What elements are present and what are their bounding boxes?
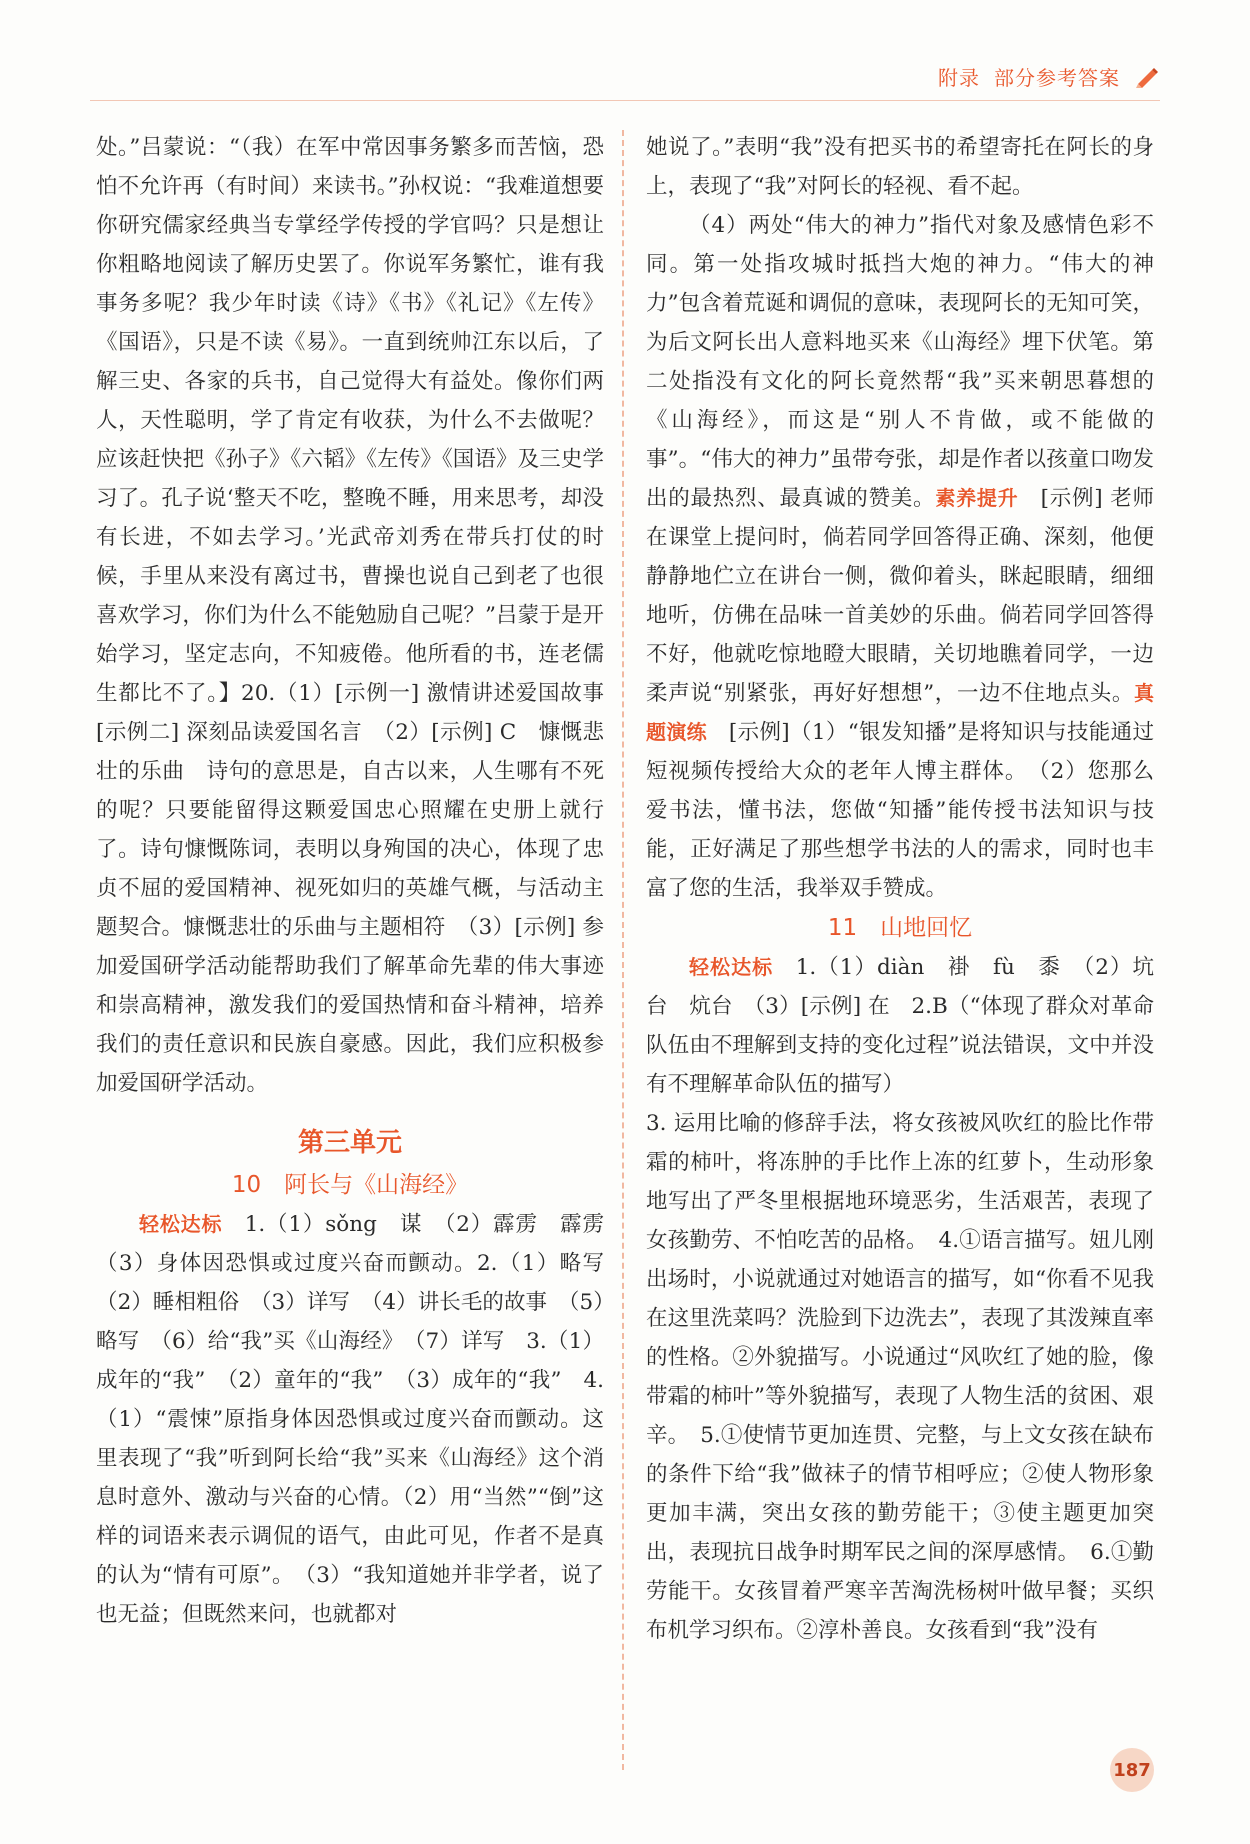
right-paragraph-6: 3. 运用比喻的修辞手法，将女孩被风吹红的脸比作带霜的柿叶，将冻肿的手比作上冻的红萝卜，生动形象地写出了严冬里根据地环境恶劣，生活艰苦，表现了女孩勤劳、不怕吃苦的品格。 4.①语言描写。妞儿刚出场时，小说就通过对她语言的描写，如“你看不见我在这里洗菜吗？洗脸到下边洗去”，表现了其泼辣直率的性格。②外貌描写。小说通过“风吹红了她的脸，像带霜的柿叶”等外貌描写，表现了人物生活的贫困、艰辛。 5.①使情节更加连贯、完整，与上文女孩在缺布的条件下给“我”做袜子的情节相呼应；②使人物形象更加丰满，突出女孩的勤劳能干；③使主题更加突出，表现抗日战争时期军民之间的深厚感情。 6.①勤劳能干。女孩冒着严寒辛苦淘洗杨树叶做早餐；买织布机学习织布。②淳朴善良。女孩看到“我”没有 (646, 1111, 1154, 1643)
column-divider (622, 130, 624, 1770)
appendix-label: 附录 (938, 66, 980, 90)
lesson-title-10: 10 阿长与《山海经》 (231, 1172, 469, 1198)
tag-easy-2: 轻松达标 (689, 955, 774, 979)
left-column (96, 128, 626, 1634)
pencil-icon (1134, 66, 1160, 88)
page-header (938, 62, 1160, 91)
left-paragraph-1: 处。”吕蒙说：“（我）在军中常因事务繁多而苦恼，恐怕不允许再（有时间）来读书。”孙权说：“我难道想要你研究儒家经典当专掌经学传授的学官吗？只是想让你粗略地阅读了解历史罢了。你说军务繁忙，谁有我事务多呢？我少年时读《诗》《书》《礼记》《左传》《国语》，只是不读《易》。一直到统帅江东以后，了解三史、各家的兵书，自己觉得大有益处。像你们两人，天性聪明，学了肯定有收获，为什么不去做呢？应该赶快把《孙子》《六韬》《左传》《国语》及三史学习了。孔子说‘整天不吃，整晚不睡，用来思考，却没有长进，不如去学习。’光武帝刘秀在带兵打仗的时候，手里从来没有离过书，曹操也说自己到老了也很喜欢学习，你们为什么不能勉励自己呢？”吕蒙于是开始学习，坚定志向，不知疲倦。他所看的书，连老儒生都比不了。】20.（1）[示例一] 激情讲述爱国故事 [示例二] 深刻品读爱国名言 （2）[示例] C 慷慨悲壮的乐曲 诗句的意思是，自古以来，人生哪有不死的呢？只要能留得这颗爱国忠心照耀在史册上就行了。诗句慷慨陈词，表明以身殉国的决心，体现了忠贞不屈的爱国精神、视死如归的英雄气概，与活动主题契合。慷慨悲壮的乐曲与主题相符 （3）[示例] 参加爱国研学活动能帮助我们了解革命先辈的伟大事迹和崇高精神，激发我们的爱国热情和奋斗精神，培养我们的责任意识和民族自豪感。因此，我们应积极参加爱国研学活动。 (96, 135, 626, 1096)
section-label: 部分参考答案 (994, 66, 1120, 90)
left-paragraph-3: 轻松达标 1.（1）sǒng 谋 （2）霹雳 霹雳 （3）身体因恐惧或过度兴奋而颤动。2.（1）略写 （2）睡相粗俗 （3）详写 （4）讲长毛的故事 （5）略写 （6）给“我”买《山海经》 （7）详写 3.（1）成年的“我” （2）童年的“我” （3）成年的“我” 4.（1）“震悚”原指身体因恐惧或过度兴奋而颤动。这里表现了“我”听到阿长给“我”买来《山海经》这个消息时意外、激动与兴奋的心情。（2）用“当然”“倒”这样的词语来表示调侃的语气，由此可见，作者不是真的认为“情有可原”。 （3）“我知道她并非学者，说了也无益；但既然来问，也就都对 (96, 1212, 626, 1627)
left-paragraph-2: 20.（1）[示例一] 激情讲述爱国故事 [示例二] 深刻品读爱国名言 （2）[示例] C 慷慨悲壮的乐曲 诗句的意思是，自古以来，人生哪有不死的呢？只要能留得这颗爱国忠心照耀在史册上就行了。诗句慷慨陈词，表明以身殉国的决心，体现了忠贞不屈的爱国精神、视死如归的英雄气概，与活动主题契合。慷慨悲壮的乐曲与主题相符 （3）[示例] 参加爱国研学活动能帮助我们了解革命先辈的伟大事迹和崇高精神，激发我们的爱国热情和奋斗精神，培养我们的责任意识和民族自豪感。因此，我们应积极参加爱国研学活动。 (96, 681, 626, 1096)
right-paragraph-4: [示例]（1）“银发知播”是将知识与技能通过短视频传授给大众的老年人博主群体。 （2）您那么爱书法，懂书法，您做“知播”能传授书法知识与技能，正好满足了那些想学书法的人的需求，同时也丰富了您的生活，我举双手赞成。 (646, 720, 1154, 901)
page-number: 187 (1110, 1748, 1154, 1792)
tag-real-exam: 真题演练 (646, 681, 1154, 744)
lesson-title-11: 11 山地回忆 (827, 915, 973, 941)
tag-literacy: 素养提升 (935, 486, 1019, 510)
right-column (646, 128, 1154, 1650)
unit-title: 第三单元 (297, 1128, 402, 1158)
tag-easy: 轻松达标 (139, 1212, 223, 1236)
right-paragraph-2: （4）两处“伟大的神力”指代对象及感情色彩不同。第一处指攻城时抵挡大炮的神力。“伟大的神力”包含着荒诞和调侃的意味，表现阿长的无知可笑，为后文阿长出人意料地买来《山海经》埋下伏笔。第二处指没有文化的阿长竟然帮“我”买来朝思暮想的《山海经》，而这是“别人不肯做，或不能做的事”。“伟大的神力”虽带夸张，却是作者以孩童口吻发出的最热烈、最真诚的赞美。素养提升 [示例] 老师在课堂上提问时，倘若同学回答得正确、深刻，他便静静地伫立在讲台一侧，微仰着头，眯起眼睛，细细地听，仿佛在品味一首美妙的乐曲。倘若同学回答得不好，他就吃惊地瞪大眼睛，关切地瞧着同学，一边柔声说“别紧张，再好好想想”，一边不住地点头。真题演练 [示例]（1）“银发知播”是将知识与技能通过短视频传授给大众的老年人博主群体。 （2）您那么爱书法，懂书法，您做“知播”能传授书法知识与技能，正好满足了那些想学书法的人的需求，同时也丰富了您的生活，我举双手赞成。 (646, 213, 1154, 901)
right-paragraph-5: 轻松达标 1.（1）diàn 褂 fù 黍 （2）坑台 炕台 （3）[示例] 在 2.B（“体现了群众对革命队伍由不理解到支持的变化过程”说法错误，文中并没有不理解革命队伍的描写） (646, 955, 1154, 1097)
right-paragraph-1: 她说了。”表明“我”没有把买书的希望寄托在阿长的身上，表现了“我”对阿长的轻视、看不起。 (646, 135, 1154, 199)
header-rule (90, 100, 1160, 101)
